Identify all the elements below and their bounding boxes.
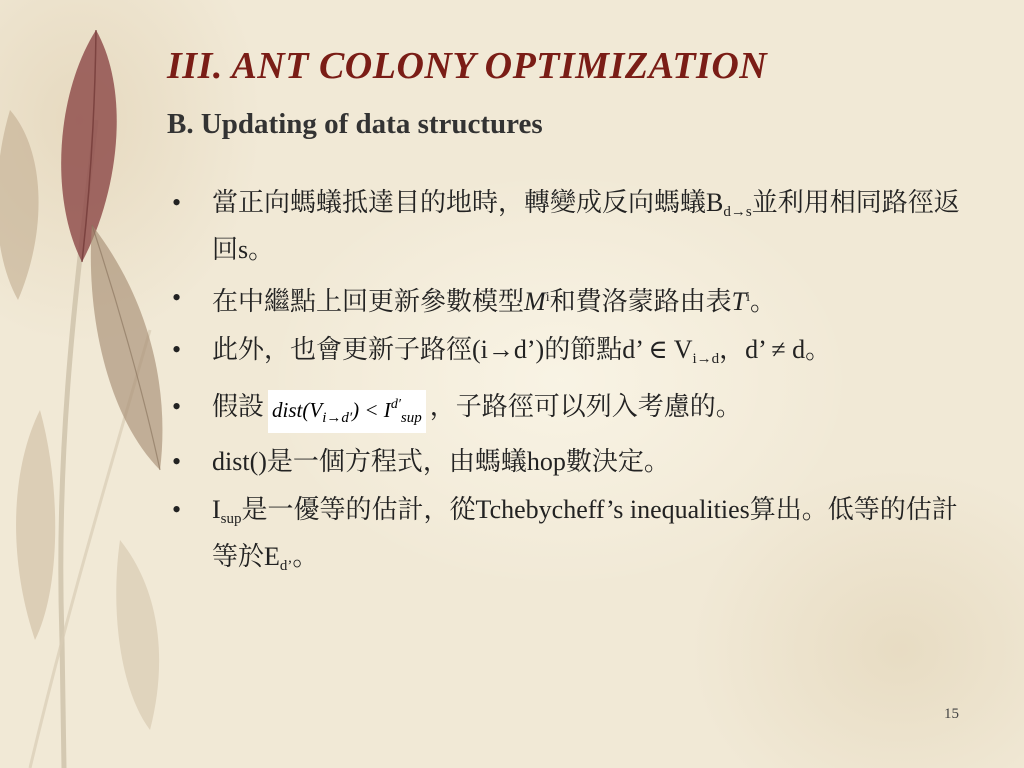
distance-inequality-formula: $dist(V_{i\to d'}) < I^{d'}_{sup}$ — [268, 390, 426, 433]
bullet-item: • 當正向螞蟻抵達目的地時，轉變成反向螞蟻$B_{d\to s}$並利用相同路徑返回s。 — [172, 184, 972, 269]
bullet-item: • 在中繼點上回更新參數模型$M^i$和費洛蒙路由表$T^i$。 — [172, 279, 972, 321]
page-number: 15 — [944, 706, 959, 722]
bullet-item: • $I_{sup}$是一優等的估計，從Tchebycheff’s inequalities算出。低等的估計等於$E_{d’}$。 — [172, 491, 972, 585]
bullet-item: • dist()是一個方程式，由螞蟻hop數決定。 — [172, 443, 972, 481]
slide-title: III. ANT COLONY OPTIMIZATION — [167, 45, 768, 87]
bullet-item: • 假設 $dist(V_{i\to d'}) < I^{d'}_{sup}$ ，子路徑可以列入考慮的。 — [172, 388, 972, 433]
bullet-list — [172, 184, 972, 595]
slide-subtitle: B. Updating of data structures — [167, 108, 543, 140]
bullet-item: • 此外，也會更新子路徑(i→d’)的節點d’ ∈ $V_{i\to d}$，d’ ≠ d。 — [172, 331, 972, 378]
